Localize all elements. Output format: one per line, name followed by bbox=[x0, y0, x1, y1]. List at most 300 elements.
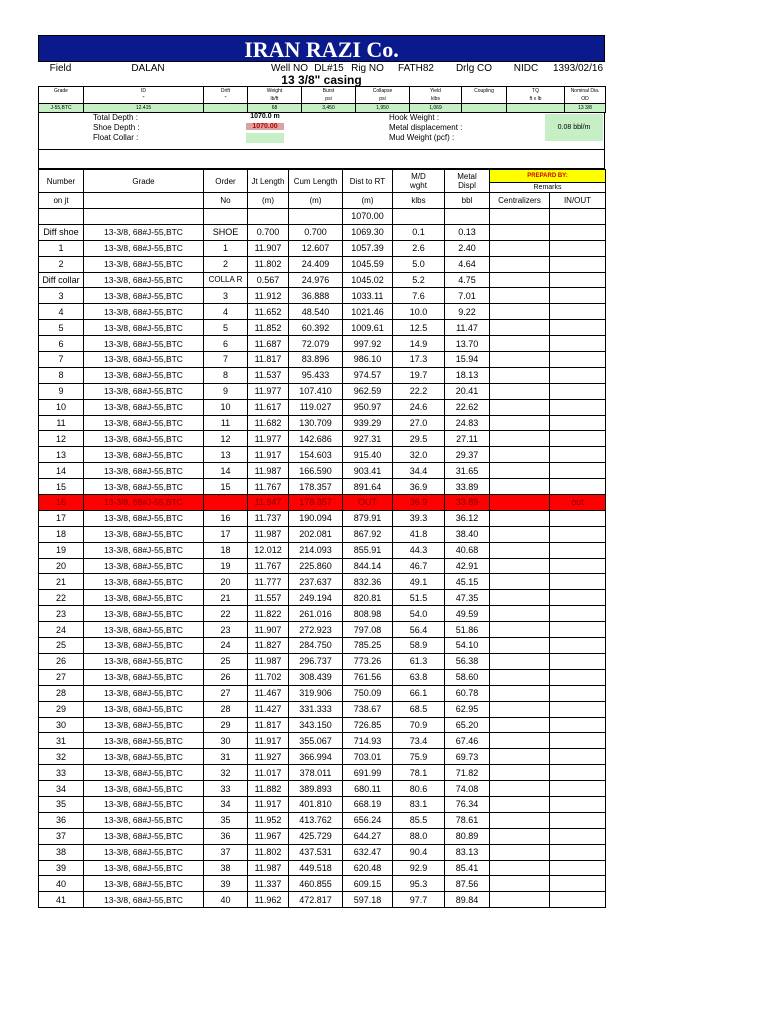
cum-length-cell: 437.531 bbox=[289, 844, 343, 860]
company-title: IRAN RAZI Co. bbox=[38, 35, 605, 62]
jt-number-cell: 13 bbox=[39, 447, 84, 463]
dist-to-rt-cell: 1021.46 bbox=[343, 304, 393, 320]
centralizers-cell bbox=[490, 796, 550, 812]
centralizers-cell bbox=[490, 479, 550, 495]
casing-title: 13 3/8" casing bbox=[281, 73, 362, 87]
spec-value-cell bbox=[204, 104, 248, 113]
jt-length-cell: 11.687 bbox=[248, 336, 289, 352]
grade-cell: 13-3/8, 68#J-55,BTC bbox=[84, 717, 204, 733]
in-out-cell bbox=[550, 558, 606, 574]
centralizers-cell bbox=[490, 606, 550, 622]
spec-header-cell: " bbox=[84, 95, 204, 104]
metal-displ-cell: 33.89 bbox=[445, 479, 490, 495]
dist-to-rt-cell: 620.48 bbox=[343, 860, 393, 876]
table-row bbox=[39, 828, 606, 844]
jt-number-cell: 33 bbox=[39, 765, 84, 781]
in-out-cell bbox=[550, 653, 606, 669]
cum-length-cell: 355.067 bbox=[289, 733, 343, 749]
grade-cell: 13-3/8, 68#J-55,BTC bbox=[84, 669, 204, 685]
order-no-cell: 19 bbox=[204, 558, 248, 574]
spec-header-cell bbox=[462, 95, 507, 104]
order-no-cell: 27 bbox=[204, 685, 248, 701]
float-collar-label: Float Collar : bbox=[93, 133, 139, 142]
in-out-cell bbox=[550, 796, 606, 812]
order-no-cell: 28 bbox=[204, 701, 248, 717]
jt-length-cell: 11.952 bbox=[248, 812, 289, 828]
jt-number-cell: 39 bbox=[39, 860, 84, 876]
grade-cell: 13-3/8, 68#J-55,BTC bbox=[84, 240, 204, 256]
dist-to-rt-cell: 785.25 bbox=[343, 638, 393, 654]
jt-number-cell: 16 bbox=[39, 495, 84, 511]
metal-displ-cell: 85.41 bbox=[445, 860, 490, 876]
jt-number-cell: 3 bbox=[39, 288, 84, 304]
grade-cell: 13-3/8, 68#J-55,BTC bbox=[84, 352, 204, 368]
in-out-cell bbox=[550, 828, 606, 844]
in-out-cell bbox=[550, 622, 606, 638]
centralizers-cell bbox=[490, 224, 550, 240]
jt-length-cell: 11.962 bbox=[248, 892, 289, 908]
table-row bbox=[39, 224, 606, 240]
in-out-cell bbox=[550, 415, 606, 431]
metal-displ-cell: 22.62 bbox=[445, 399, 490, 415]
md-weight-cell: 32.0 bbox=[393, 447, 445, 463]
cum-length-cell: 366.994 bbox=[289, 749, 343, 765]
in-out-cell bbox=[550, 320, 606, 336]
mud-weight-label: Mud Weight (pcf) : bbox=[389, 133, 455, 142]
in-out-cell bbox=[550, 256, 606, 272]
grade-cell: 13-3/8, 68#J-55,BTC bbox=[84, 526, 204, 542]
jt-length-cell: 11.802 bbox=[248, 844, 289, 860]
spec-values-row bbox=[39, 104, 606, 113]
jt-number-cell: Diff collar bbox=[39, 272, 84, 288]
md-weight-cell: 19.7 bbox=[393, 367, 445, 383]
spec-header-cell: Yield bbox=[410, 87, 462, 96]
centralizers-cell bbox=[490, 892, 550, 908]
grade-cell: 13-3/8, 68#J-55,BTC bbox=[84, 781, 204, 797]
dist-to-rt-cell: OUT bbox=[343, 495, 393, 511]
in-out-cell bbox=[550, 669, 606, 685]
dist-to-rt-cell: 773.26 bbox=[343, 653, 393, 669]
jt-length-cell: 11.967 bbox=[248, 828, 289, 844]
md-weight-cell: 17.3 bbox=[393, 352, 445, 368]
grade-cell: 13-3/8, 68#J-55,BTC bbox=[84, 606, 204, 622]
order-no-cell: 25 bbox=[204, 653, 248, 669]
centralizers-cell bbox=[490, 781, 550, 797]
md-weight-cell: 92.9 bbox=[393, 860, 445, 876]
table-row bbox=[39, 669, 606, 685]
spec-header-cell: Drift bbox=[204, 87, 248, 96]
dist-to-rt-cell: 986.10 bbox=[343, 352, 393, 368]
table-row bbox=[39, 463, 606, 479]
jt-number-cell: Diff shoe bbox=[39, 224, 84, 240]
table-row bbox=[39, 892, 606, 908]
shoe-depth-value: 1070.00 bbox=[246, 123, 284, 130]
order-no-cell: 12 bbox=[204, 431, 248, 447]
grade-cell: 13-3/8, 68#J-55,BTC bbox=[84, 622, 204, 638]
table-row bbox=[39, 415, 606, 431]
spec-header-cell: Weight bbox=[248, 87, 302, 96]
centralizers-cell bbox=[490, 685, 550, 701]
field-value: DALAN bbox=[131, 63, 165, 74]
centralizers-cell bbox=[490, 828, 550, 844]
dist-to-rt-cell: 832.36 bbox=[343, 574, 393, 590]
dist-to-rt-cell: 668.19 bbox=[343, 796, 393, 812]
centralizers-cell bbox=[490, 749, 550, 765]
jt-number-cell: 19 bbox=[39, 542, 84, 558]
grade-cell: 13-3/8, 68#J-55,BTC bbox=[84, 812, 204, 828]
blank-cell bbox=[39, 209, 84, 225]
spec-header-cell: klbs bbox=[410, 95, 462, 104]
total-depth-label: Total Depth : bbox=[93, 113, 138, 122]
order-no-cell: 20 bbox=[204, 574, 248, 590]
cum-length-cell: 296.737 bbox=[289, 653, 343, 669]
cum-length-cell: 12.607 bbox=[289, 240, 343, 256]
dist-to-rt-cell: 915.40 bbox=[343, 447, 393, 463]
centralizers-cell bbox=[490, 367, 550, 383]
table-row bbox=[39, 240, 606, 256]
in-out-cell bbox=[550, 812, 606, 828]
dist-to-rt-cell: 644.27 bbox=[343, 828, 393, 844]
hdr-prepared-remarks bbox=[490, 170, 606, 193]
dist-to-rt-cell: 609.15 bbox=[343, 876, 393, 892]
cum-length-cell: 190.094 bbox=[289, 510, 343, 526]
dist-to-rt-cell: 632.47 bbox=[343, 844, 393, 860]
table-row bbox=[39, 733, 606, 749]
jt-length-cell: 11.987 bbox=[248, 526, 289, 542]
centralizers-cell bbox=[490, 653, 550, 669]
md-weight-cell: 29.5 bbox=[393, 431, 445, 447]
hdr-number: Number bbox=[39, 170, 84, 193]
metal-displ-cell: 67.46 bbox=[445, 733, 490, 749]
grade-cell: 13-3/8, 68#J-55,BTC bbox=[84, 431, 204, 447]
metal-displ-cell: 54.10 bbox=[445, 638, 490, 654]
dist-to-rt-cell: 680.11 bbox=[343, 781, 393, 797]
order-no-cell: 7 bbox=[204, 352, 248, 368]
hdr-centralizers: Centralizers bbox=[490, 193, 550, 209]
dist-to-rt-cell: 726.85 bbox=[343, 717, 393, 733]
table-row bbox=[39, 638, 606, 654]
in-out-cell bbox=[550, 526, 606, 542]
cum-length-cell: 449.518 bbox=[289, 860, 343, 876]
md-weight-cell: 34.4 bbox=[393, 463, 445, 479]
cum-length-cell: 154.603 bbox=[289, 447, 343, 463]
in-out-cell bbox=[550, 367, 606, 383]
md-weight-cell: 88.0 bbox=[393, 828, 445, 844]
md-weight-cell: 2.6 bbox=[393, 240, 445, 256]
table-row bbox=[39, 256, 606, 272]
hdr-cum-length: Cum Length bbox=[289, 170, 343, 193]
grade-cell: 13-3/8, 68#J-55,BTC bbox=[84, 304, 204, 320]
table-row bbox=[39, 701, 606, 717]
in-out-cell bbox=[550, 542, 606, 558]
table-row bbox=[39, 653, 606, 669]
order-no-cell: 37 bbox=[204, 844, 248, 860]
total-depth-value: 1070.0 m bbox=[250, 113, 280, 120]
cum-length-cell: 425.729 bbox=[289, 828, 343, 844]
spec-header-cell: Grade bbox=[39, 87, 84, 96]
dist-to-rt-cell: 656.24 bbox=[343, 812, 393, 828]
hdr-grade: Grade bbox=[84, 170, 204, 193]
spec-header-cell: psi bbox=[356, 95, 410, 104]
md-weight-cell: 68.5 bbox=[393, 701, 445, 717]
spec-header-cell: Coupling bbox=[462, 87, 507, 96]
jt-length-cell: 11.927 bbox=[248, 749, 289, 765]
jt-length-cell: 11.767 bbox=[248, 558, 289, 574]
jt-number-cell: 27 bbox=[39, 669, 84, 685]
table-row bbox=[39, 749, 606, 765]
dist-to-rt-cell: 879.91 bbox=[343, 510, 393, 526]
cum-length-cell: 378.011 bbox=[289, 765, 343, 781]
jt-number-cell: 7 bbox=[39, 352, 84, 368]
order-no-cell: 8 bbox=[204, 367, 248, 383]
jt-length-cell: 11.912 bbox=[248, 288, 289, 304]
in-out-cell bbox=[550, 701, 606, 717]
dist-to-rt-cell: 950.97 bbox=[343, 399, 393, 415]
md-weight-cell: 44.3 bbox=[393, 542, 445, 558]
prepared-by: PREPARD BY: bbox=[490, 170, 605, 183]
table-row bbox=[39, 510, 606, 526]
grade-cell: 13-3/8, 68#J-55,BTC bbox=[84, 733, 204, 749]
hook-weight-label: Hook Weight : bbox=[389, 113, 440, 122]
metal-displ-cell: 15.94 bbox=[445, 352, 490, 368]
metal-displ-cell: 76.34 bbox=[445, 796, 490, 812]
blank-cell bbox=[490, 209, 550, 225]
in-out-cell bbox=[550, 479, 606, 495]
hdr-order: Order bbox=[204, 170, 248, 193]
md-weight-cell: 66.1 bbox=[393, 685, 445, 701]
centralizers-cell bbox=[490, 860, 550, 876]
dist-to-rt-cell: 820.81 bbox=[343, 590, 393, 606]
dist-to-rt-cell: 1045.59 bbox=[343, 256, 393, 272]
metal-displ-cell: 2.40 bbox=[445, 240, 490, 256]
grade-cell: 13-3/8, 68#J-55,BTC bbox=[84, 653, 204, 669]
spec-header-cell: Nominal Dia. bbox=[565, 87, 606, 96]
blank-cell bbox=[84, 209, 204, 225]
cum-length-cell: 178.357 bbox=[289, 495, 343, 511]
dist-to-rt-cell: 750.09 bbox=[343, 685, 393, 701]
jt-length-cell: 11.987 bbox=[248, 463, 289, 479]
order-no-cell: 39 bbox=[204, 876, 248, 892]
jt-length-cell: 11.817 bbox=[248, 717, 289, 733]
grade-cell: 13-3/8, 68#J-55,BTC bbox=[84, 383, 204, 399]
metal-displ-cell: 74.08 bbox=[445, 781, 490, 797]
order-no-cell: 33 bbox=[204, 781, 248, 797]
hdr-on-jt: on jt bbox=[39, 193, 84, 209]
in-out-cell: out bbox=[550, 495, 606, 511]
jt-length-cell: 11.467 bbox=[248, 685, 289, 701]
hdr-no: No bbox=[204, 193, 248, 209]
spec-value-cell bbox=[462, 104, 507, 113]
grade-cell: 13-3/8, 68#J-55,BTC bbox=[84, 749, 204, 765]
md-weight-cell: 61.3 bbox=[393, 653, 445, 669]
spec-value-cell bbox=[507, 104, 565, 113]
in-out-cell bbox=[550, 606, 606, 622]
blank-cell bbox=[204, 209, 248, 225]
metal-displ-cell: 60.78 bbox=[445, 685, 490, 701]
grade-cell: 13-3/8, 68#J-55,BTC bbox=[84, 288, 204, 304]
jt-length-cell: 11.822 bbox=[248, 606, 289, 622]
well-label: Well NO bbox=[270, 63, 308, 74]
metal-displ-cell: 4.75 bbox=[445, 272, 490, 288]
jt-length-cell: 11.557 bbox=[248, 590, 289, 606]
md-weight-cell: 63.8 bbox=[393, 669, 445, 685]
md-weight-cell: 46.7 bbox=[393, 558, 445, 574]
jt-number-cell: 14 bbox=[39, 463, 84, 479]
order-no-cell: 24 bbox=[204, 638, 248, 654]
cum-length-cell: 95.433 bbox=[289, 367, 343, 383]
jt-length-cell: 11.682 bbox=[248, 415, 289, 431]
jt-number-cell: 40 bbox=[39, 876, 84, 892]
md-weight-cell: 73.4 bbox=[393, 733, 445, 749]
order-no-cell: 2 bbox=[204, 256, 248, 272]
cum-length-cell: 389.893 bbox=[289, 781, 343, 797]
centralizers-cell bbox=[490, 304, 550, 320]
jt-length-cell: 11.852 bbox=[248, 320, 289, 336]
cum-length-cell: 202.081 bbox=[289, 526, 343, 542]
blank-cell bbox=[393, 209, 445, 225]
in-out-cell bbox=[550, 288, 606, 304]
cum-length-cell: 472.817 bbox=[289, 892, 343, 908]
jt-length-cell: 11.337 bbox=[248, 876, 289, 892]
grade-cell: 13-3/8, 68#J-55,BTC bbox=[84, 320, 204, 336]
jt-number-cell: 38 bbox=[39, 844, 84, 860]
metal-displ-cell: 62.95 bbox=[445, 701, 490, 717]
grade-cell: 13-3/8, 68#J-55,BTC bbox=[84, 638, 204, 654]
hdr-grade-blank bbox=[84, 193, 204, 209]
spec-header-cell: OD bbox=[565, 95, 606, 104]
spec-header-cell: Burst bbox=[302, 87, 356, 96]
order-no-cell: 9 bbox=[204, 383, 248, 399]
cum-length-cell: 261.016 bbox=[289, 606, 343, 622]
grade-cell: 13-3/8, 68#J-55,BTC bbox=[84, 765, 204, 781]
table-row bbox=[39, 606, 606, 622]
in-out-cell bbox=[550, 733, 606, 749]
order-no-cell: 23 bbox=[204, 622, 248, 638]
centralizers-cell bbox=[490, 352, 550, 368]
jt-length-cell: 11.817 bbox=[248, 352, 289, 368]
order-no-cell: 13 bbox=[204, 447, 248, 463]
metal-displ-cell: 0.13 bbox=[445, 224, 490, 240]
centralizers-cell bbox=[490, 765, 550, 781]
order-no-cell: 6 bbox=[204, 336, 248, 352]
grade-cell: 13-3/8, 68#J-55,BTC bbox=[84, 844, 204, 860]
table-row bbox=[39, 320, 606, 336]
md-weight-cell: 58.9 bbox=[393, 638, 445, 654]
md-weight-cell: 22.2 bbox=[393, 383, 445, 399]
md-weight-cell: 95.3 bbox=[393, 876, 445, 892]
metal-displ-cell: 38.40 bbox=[445, 526, 490, 542]
jt-number-cell: 29 bbox=[39, 701, 84, 717]
dist-to-rt-cell: 1069.30 bbox=[343, 224, 393, 240]
metal-displ-cell: 36.12 bbox=[445, 510, 490, 526]
centralizers-cell bbox=[490, 876, 550, 892]
cum-length-cell: 72.079 bbox=[289, 336, 343, 352]
order-no-cell: 5 bbox=[204, 320, 248, 336]
metal-displ-cell: 24.83 bbox=[445, 415, 490, 431]
hdr-bbl: bbl bbox=[445, 193, 490, 209]
metal-displ-cell: 56.38 bbox=[445, 653, 490, 669]
depth-summary bbox=[38, 113, 605, 150]
table-row bbox=[39, 272, 606, 288]
md-weight-cell: 41.8 bbox=[393, 526, 445, 542]
blank-cell bbox=[445, 209, 490, 225]
in-out-cell bbox=[550, 765, 606, 781]
table-row bbox=[39, 383, 606, 399]
centralizers-cell bbox=[490, 622, 550, 638]
blank-cell bbox=[289, 209, 343, 225]
table-row bbox=[39, 796, 606, 812]
metal-displ-cell: 80.89 bbox=[445, 828, 490, 844]
grade-cell: 13-3/8, 68#J-55,BTC bbox=[84, 479, 204, 495]
jt-length-cell: 11.987 bbox=[248, 653, 289, 669]
jt-number-cell: 30 bbox=[39, 717, 84, 733]
jt-number-cell: 1 bbox=[39, 240, 84, 256]
jt-length-cell: 11.907 bbox=[248, 622, 289, 638]
grade-cell: 13-3/8, 68#J-55,BTC bbox=[84, 224, 204, 240]
md-weight-cell: 90.4 bbox=[393, 844, 445, 860]
md-weight-cell: 36.9 bbox=[393, 495, 445, 511]
metal-displ-cell: 89.84 bbox=[445, 892, 490, 908]
metal-displ-cell: 51.86 bbox=[445, 622, 490, 638]
in-out-cell bbox=[550, 272, 606, 288]
jt-number-cell: 17 bbox=[39, 510, 84, 526]
cum-length-cell: 413.762 bbox=[289, 812, 343, 828]
start-depth-row bbox=[39, 209, 606, 225]
dist-to-rt-cell: 997.92 bbox=[343, 336, 393, 352]
jt-length-cell: 11.767 bbox=[248, 479, 289, 495]
table-row bbox=[39, 431, 606, 447]
jt-length-cell: 11.882 bbox=[248, 781, 289, 797]
jt-number-cell: 22 bbox=[39, 590, 84, 606]
joint-tally-table bbox=[38, 169, 606, 908]
table-row bbox=[39, 542, 606, 558]
md-weight-cell: 39.3 bbox=[393, 510, 445, 526]
in-out-cell bbox=[550, 399, 606, 415]
grade-cell: 13-3/8, 68#J-55,BTC bbox=[84, 860, 204, 876]
metal-displ-cell: 87.56 bbox=[445, 876, 490, 892]
order-no-cell: 22 bbox=[204, 606, 248, 622]
centralizers-cell bbox=[490, 240, 550, 256]
order-no-cell: 4 bbox=[204, 304, 248, 320]
centralizers-cell bbox=[490, 415, 550, 431]
table-row bbox=[39, 844, 606, 860]
metal-displ-cell: 27.11 bbox=[445, 431, 490, 447]
in-out-cell bbox=[550, 240, 606, 256]
dist-to-rt-cell: 1057.39 bbox=[343, 240, 393, 256]
float-collar-value bbox=[246, 133, 284, 143]
cum-length-cell: 83.896 bbox=[289, 352, 343, 368]
order-no-cell bbox=[204, 495, 248, 511]
order-no-cell: 30 bbox=[204, 733, 248, 749]
metal-displ-cell: 13.70 bbox=[445, 336, 490, 352]
cum-length-cell: 284.750 bbox=[289, 638, 343, 654]
order-no-cell: 18 bbox=[204, 542, 248, 558]
dist-to-rt-cell: 797.08 bbox=[343, 622, 393, 638]
jt-length-cell: 11.652 bbox=[248, 304, 289, 320]
in-out-cell bbox=[550, 574, 606, 590]
dist-to-rt-cell: 703.01 bbox=[343, 749, 393, 765]
jt-number-cell: 20 bbox=[39, 558, 84, 574]
cum-length-cell: 48.540 bbox=[289, 304, 343, 320]
well-value: DL#15 bbox=[314, 63, 344, 74]
metal-displ-cell: 7.01 bbox=[445, 288, 490, 304]
in-out-cell bbox=[550, 304, 606, 320]
order-no-cell: 3 bbox=[204, 288, 248, 304]
table-row bbox=[39, 717, 606, 733]
dist-to-rt-cell: 844.14 bbox=[343, 558, 393, 574]
centralizers-cell bbox=[490, 495, 550, 511]
blank-cell bbox=[248, 209, 289, 225]
